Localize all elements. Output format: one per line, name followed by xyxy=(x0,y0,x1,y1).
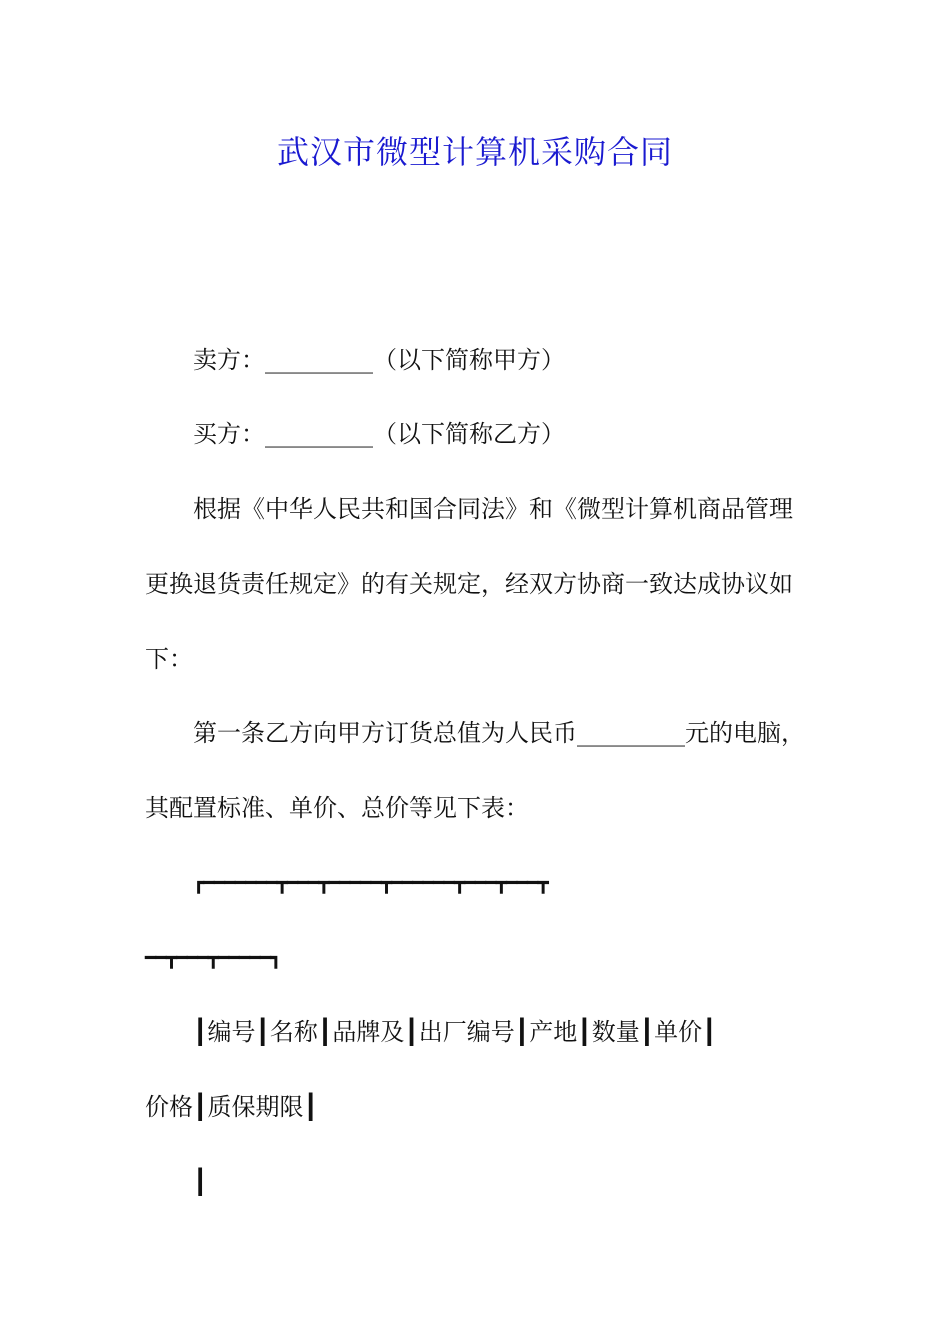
seller-line: 卖方：_________（以下简称甲方） xyxy=(193,346,565,374)
table-header-row-2: 价格┃质保期限┃ xyxy=(145,1093,318,1121)
preamble-line-3: 下： xyxy=(145,645,193,673)
preamble-line-1: 根据《中华人民共和国合同法》和《微型计算机商品管理 xyxy=(193,495,793,523)
table-border-top-2: ━━┳━━━┳━━━━━┓ xyxy=(145,947,281,969)
table-border-left: ┃ xyxy=(193,1168,208,1196)
preamble-line-2: 更换退货责任规定》的有关规定，经双方协商一致达成协议如 xyxy=(145,570,793,598)
article-1-line-2: 其配置标准、单价、总价等见下表： xyxy=(145,794,529,822)
table-header-row-1: ┃编号┃名称┃品牌及┃出厂编号┃产地┃数量┃单价┃ xyxy=(193,1018,717,1046)
document-title: 武汉市微型计算机采购合同 xyxy=(276,133,673,171)
buyer-line: 买方：_________（以下简称乙方） xyxy=(193,420,565,448)
article-1-line-1: 第一条乙方向甲方订货总值为人民币_________元的电脑， xyxy=(193,719,805,747)
table-border-top-1: ┏━━━━━━━┳━━━┳━━━━━┳━━━━━━┳━━━┳━━━┳ xyxy=(193,872,548,894)
